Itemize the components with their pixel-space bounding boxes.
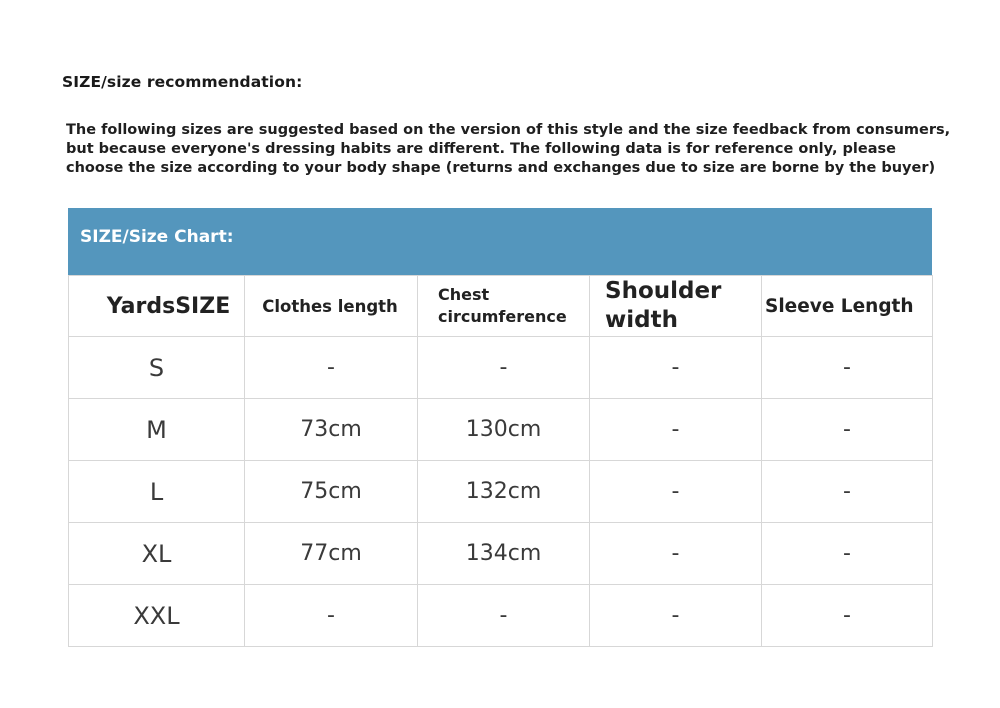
column-header-shoulder: [590, 276, 762, 337]
table-row: [69, 461, 933, 523]
cell-shoulder: -: [590, 399, 762, 461]
cell-chest: -: [418, 585, 590, 647]
cell-chest: -: [418, 337, 590, 399]
cell-chest: 134cm: [418, 523, 590, 585]
column-header-chest-line: Chest: [438, 285, 490, 304]
cell-clothes-length: 77cm: [245, 523, 418, 585]
table-row: [69, 585, 933, 647]
column-header-clothes-length: Clothes length: [245, 276, 418, 337]
cell-size: XXL: [69, 585, 245, 647]
cell-chest: 130cm: [418, 399, 590, 461]
cell-clothes-length: -: [245, 337, 418, 399]
cell-chest: 132cm: [418, 461, 590, 523]
intro-line: choose the size according to your body shape (returns and exchanges due to size are borne by the buyer): [66, 160, 936, 176]
cell-sleeve-length: -: [762, 585, 933, 647]
size-chart-header: [68, 208, 932, 275]
size-chart: [68, 208, 932, 647]
column-header-sleeve-length: Sleeve Length: [762, 276, 933, 337]
column-header-chest: [418, 276, 590, 337]
cell-size: S: [69, 337, 245, 399]
column-header-shoulder-line: Shoulder: [605, 278, 722, 304]
cell-sleeve-length: -: [762, 523, 933, 585]
size-chart-title: SIZE/Size Chart:: [80, 227, 234, 247]
cell-sleeve-length: -: [762, 337, 933, 399]
cell-sleeve-length: -: [762, 461, 933, 523]
cell-size: M: [69, 399, 245, 461]
cell-shoulder: -: [590, 337, 762, 399]
size-table: [68, 275, 933, 647]
cell-clothes-length: 75cm: [245, 461, 418, 523]
table-row: [69, 523, 933, 585]
intro-line: but because everyone's dressing habits are different. The following data is for reference only, please: [66, 141, 896, 157]
table-row: [69, 337, 933, 399]
table-row: [69, 399, 933, 461]
cell-shoulder: -: [590, 523, 762, 585]
page-title: SIZE/size recommendation:: [62, 73, 303, 91]
column-header-size: YardsSIZE: [69, 276, 245, 337]
column-header-shoulder-line: width: [605, 307, 678, 333]
cell-clothes-length: -: [245, 585, 418, 647]
cell-clothes-length: 73cm: [245, 399, 418, 461]
column-header-chest-line: circumference: [438, 307, 567, 326]
cell-size: XL: [69, 523, 245, 585]
table-header-row: [69, 276, 933, 337]
cell-sleeve-length: -: [762, 399, 933, 461]
cell-shoulder: -: [590, 461, 762, 523]
cell-size: L: [69, 461, 245, 523]
intro-line: The following sizes are suggested based on the version of this style and the size feedback from consumers,: [66, 122, 951, 138]
cell-shoulder: -: [590, 585, 762, 647]
intro-text: [66, 121, 966, 178]
